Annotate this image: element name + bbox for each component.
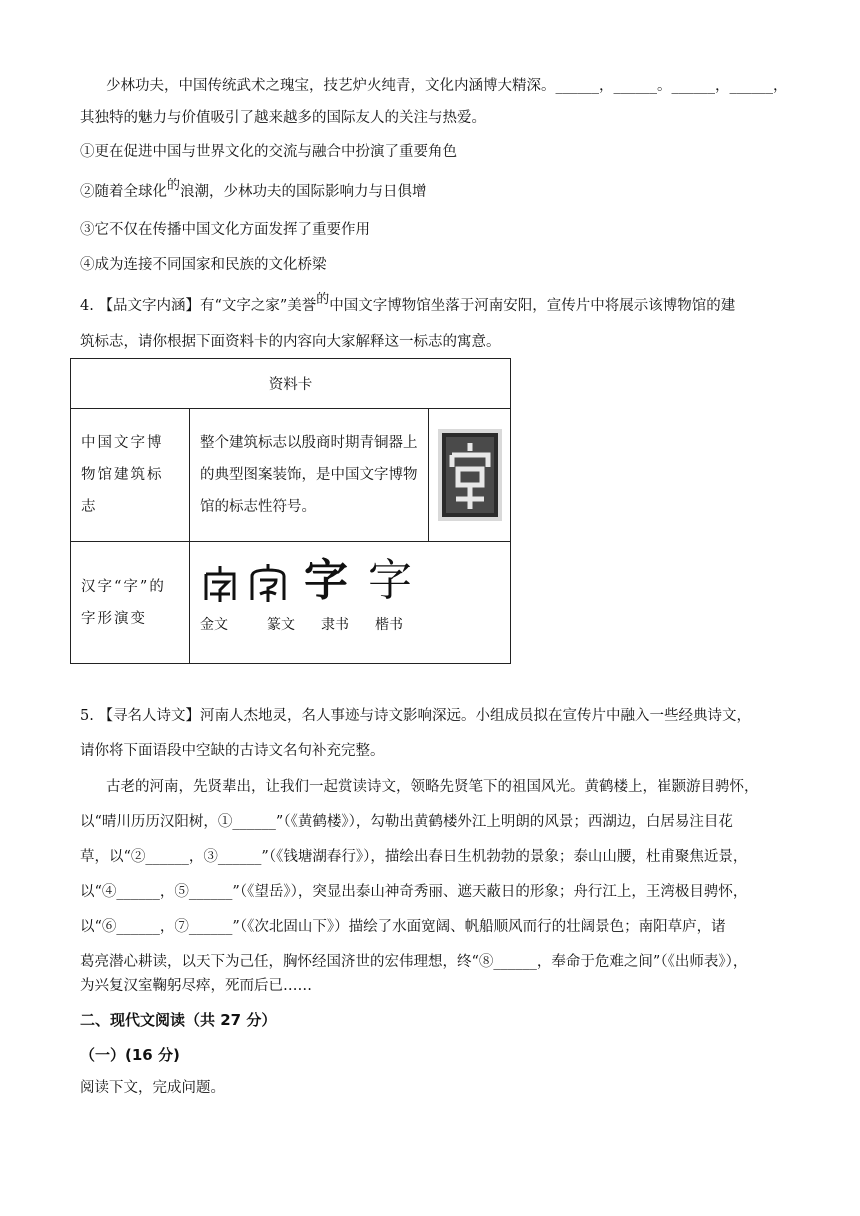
q5-para-4: 以“④______，⑤______”（《望岳》），突显出泰山神奇秀丽、遮天蔽日的形象；舟行江上，王湾极目骋怀， (80, 884, 748, 900)
museum-logo-desc: 整个建筑标志以殷商时期青铜器上的典型图案装饰，是中国文字博物馆的标志性符号。 (200, 435, 418, 515)
q3-option-2-sup: 的 (167, 178, 181, 193)
q5-line1: 5. 【寻名人诗文】河南人杰地灵，名人事迹与诗文影响深远。小组成员拟在宣传片中融入一些经典诗文， (80, 708, 751, 724)
q3-option-2 (80, 178, 427, 203)
regular-script-glyph: 字 (368, 555, 412, 606)
q5-para-1: 古老的河南，先贤辈出，让我们一起赏读诗文，领略先贤笔下的祖国风光。黄鹤楼上，崔颢游目骋怀， (106, 779, 759, 795)
glyph-evolution-label: 汉字“字”的字形演变 (81, 578, 166, 627)
q5-line2: 请你将下面语段中空缺的古诗文名句补充完整。 (80, 743, 385, 759)
q5-para-7: 为兴复汉室鞠躬尽瘁，死而后已…… (80, 978, 312, 994)
q4-line1-sup: 的 (316, 292, 330, 307)
museum-logo-image-cell (429, 409, 511, 542)
section2-subtitle: （一）(16 分) (80, 1046, 180, 1064)
q3-option-1: ①更在促进中国与世界文化的交流与融合中扮演了重要角色 (80, 144, 457, 160)
museum-logo-icon (438, 429, 502, 521)
section2-instruction: 阅读下文，完成问题。 (80, 1080, 225, 1096)
q3-line2: 其独特的魅力与价值吸引了越来越多的国际友人的关注与热爱。 (80, 110, 486, 126)
q3-option-3: ③它不仅在传播中国文化方面发挥了重要作用 (80, 222, 370, 238)
q5-para-6: 葛亮潜心耕读，以天下为己任，胸怀经国济世的宏伟理想，终“⑧______，奉命于危难之间”（《出师表》）， (80, 954, 748, 970)
script-labels (190, 614, 510, 634)
q4-line1-b: 中国文字博物馆坐落于河南安阳，宣传片中将展示该博物馆的建 (329, 298, 736, 314)
q3-option-2-text: ②随着全球化 (80, 184, 167, 200)
q5-para-5: 以“⑥______，⑦______”（《次北固山下》）描绘了水面宽阔、帆船顺风而行的壮阔景色；南阳草庐，诸 (80, 919, 726, 935)
bronze-script-glyph-icon (198, 560, 242, 604)
clerical-script-glyph: 字 (304, 555, 348, 606)
q5-para-2: 以“晴川历历汉阳树，①______”（《黄鹤楼》），勾勒出黄鹤楼外江上明朗的风景；西湖边，白居易注目花 (80, 814, 733, 830)
q5-para-3: 草，以“②______，③______”（《钱塘湖春行》），描绘出春日生机勃勃的景象；泰山山腰，杜甫聚焦近景， (80, 849, 748, 865)
seal-script-glyph-icon (246, 560, 290, 604)
info-card-table (70, 358, 511, 664)
script-label-seal: 篆文 (267, 617, 295, 633)
script-label-bronze: 金文 (200, 617, 228, 633)
glyph-evolution-label-cell (71, 542, 190, 664)
museum-logo-label-cell (71, 409, 190, 542)
q3-option-4: ④成为连接不同国家和民族的文化桥梁 (80, 257, 327, 273)
info-card-header: 资料卡 (71, 359, 511, 409)
museum-logo-desc-cell (190, 409, 429, 542)
glyph-row (190, 555, 510, 606)
q4-line1 (80, 292, 736, 317)
script-label-regular: 楷书 (375, 617, 403, 633)
q4-line2: 筑标志，请你根据下面资料卡的内容向大家解释这一标志的寓意。 (80, 334, 501, 350)
section2-title: 二、现代文阅读（共 27 分） (80, 1011, 277, 1029)
q3-option-2-rest: 浪潮，少林功夫的国际影响力与日俱增 (180, 184, 427, 200)
q3-line1: 少林功夫，中国传统武术之瑰宝，技艺炉火纯青，文化内涵博大精深。______，______。______，______， (106, 78, 788, 94)
q4-line1-a: 4. 【品文字内涵】有“文字之家”美誉 (80, 298, 317, 314)
script-label-clerical: 隶书 (321, 617, 349, 633)
museum-logo-label: 中国文字博物馆建筑标志 (81, 435, 164, 515)
glyph-evolution-cell (190, 542, 511, 664)
